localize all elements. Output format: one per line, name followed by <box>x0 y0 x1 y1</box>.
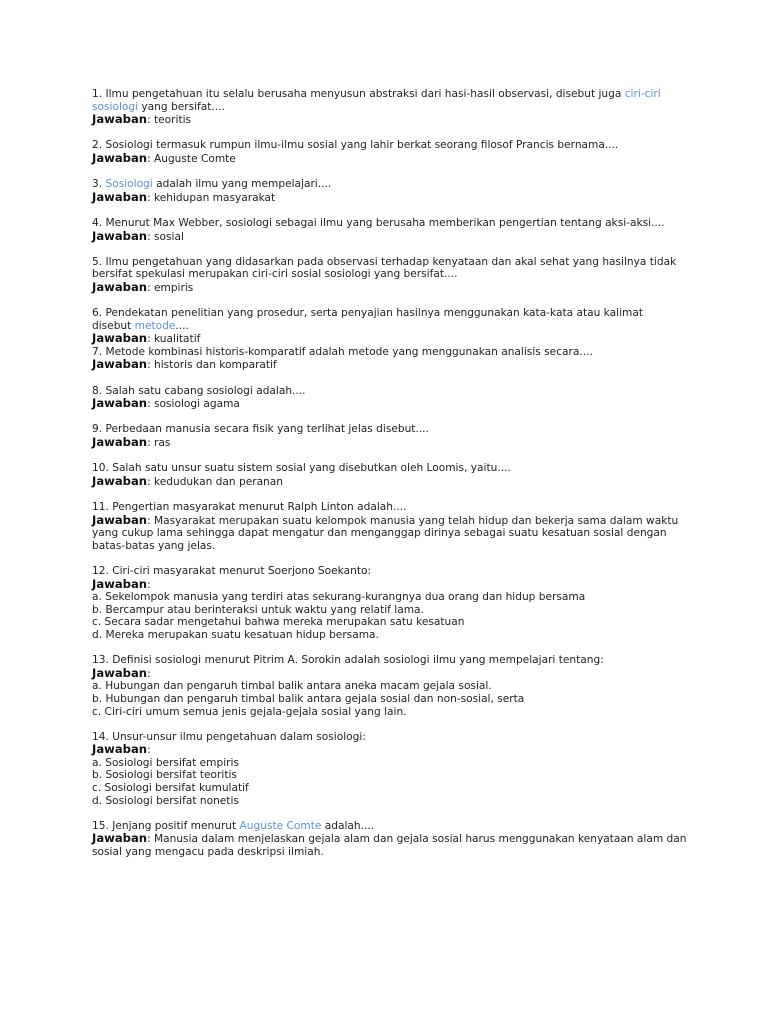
answer-label: Jawaban <box>92 435 148 450</box>
answer-value: : Auguste Comte <box>147 152 236 165</box>
answer-value: b. Sosiologi bersifat teoritis <box>92 769 237 782</box>
answer-text <box>92 832 692 846</box>
answer-value: : <box>147 744 151 757</box>
answer-value: b. Hubungan dan pengaruh timbal balik antara gejala sosial dan non-sosial, serta <box>92 692 525 705</box>
question-text <box>92 178 692 191</box>
answer-value: c. Secara sadar mengetahui bahwa mereka merupakan satu kesatuan <box>92 616 465 629</box>
question-text-segment: 12. Ciri-ciri masyarakat menurut Soerjono Soekanto: <box>92 564 372 577</box>
answer-text <box>92 475 692 489</box>
question-block <box>92 178 692 204</box>
answer-label: Jawaban <box>92 396 148 411</box>
answer-text <box>92 616 692 629</box>
document-body <box>92 88 692 871</box>
answer-text <box>92 152 692 166</box>
answer-value: : Manusia dalam menjelaskan gejala alam dan gejala sosial harus menggunakan kenyataan alam dan <box>147 833 687 846</box>
answer-text <box>92 846 692 859</box>
question-block <box>92 654 692 718</box>
answer-label: Jawaban <box>92 665 148 680</box>
question-block <box>92 731 692 808</box>
question-text-segment: adalah ilmu yang mempelajari.... <box>152 178 332 191</box>
answer-value: : Masyarakat merupakan suatu kelompok manusia yang telah hidup dan bekerja sama dalam waktu <box>147 514 679 527</box>
question-text-segment: 5. Ilmu pengetahuan yang didasarkan pada observasi terhadap kenyataan dan akal sehat yang hasilnya tidak <box>92 255 677 268</box>
answer-text <box>92 358 692 372</box>
question-block <box>92 256 692 295</box>
answer-value: : sosiologi agama <box>147 398 240 411</box>
question-text <box>92 501 692 514</box>
answer-value: sosial yang mengacu pada deskripsi ilmiah. <box>92 846 324 859</box>
answer-value: yang cukup lama sehingga dapat mengatur dan menganggap dirinya sebagai suatu kesatuan sosial dengan <box>92 527 667 540</box>
answer-value: : kualitatif <box>147 333 201 346</box>
question-text-segment: .... <box>175 319 189 332</box>
answer-label: Jawaban <box>92 357 148 372</box>
answer-value: : historis dan komparatif <box>147 359 277 372</box>
question-text <box>92 346 692 359</box>
question-text <box>92 217 692 230</box>
answer-value: a. Sekelompok manusia yang terdiri atas sekurang-kurangnya dua orang dan hidup bersama <box>92 591 586 604</box>
answer-label: Jawaban <box>92 331 148 346</box>
question-text <box>92 307 692 320</box>
answer-text <box>92 578 692 592</box>
answer-value: : sosial <box>147 230 184 243</box>
answer-text <box>92 514 692 528</box>
answer-value: : teoritis <box>147 114 192 127</box>
question-text-segment: 7. Metode kombinasi historis-komparatif adalah metode yang menggunakan analisis secara.... <box>92 345 593 358</box>
answer-text <box>92 680 692 693</box>
question-block <box>92 462 692 488</box>
answer-text <box>92 191 692 205</box>
answer-value: b. Bercampur atau berinteraksi untuk waktu yang relatif lama. <box>92 603 424 616</box>
question-block <box>92 217 692 243</box>
question-block <box>92 346 692 372</box>
answer-text <box>92 604 692 617</box>
question-text <box>92 256 692 269</box>
question-text-segment: 8. Salah satu cabang sosiologi adalah.... <box>92 384 306 397</box>
answer-text <box>92 332 692 346</box>
keyword-link[interactable]: Auguste Comte <box>239 819 322 832</box>
answer-label: Jawaban <box>92 512 148 527</box>
answer-text <box>92 667 692 681</box>
answer-label: Jawaban <box>92 112 148 127</box>
question-text-segment: 1. Ilmu pengetahuan itu selalu berusaha menyusun abstraksi dari hasi-hasil observasi, disebut juga <box>92 88 625 100</box>
answer-value: c. Sosiologi bersifat kumulatif <box>92 782 249 795</box>
question-block <box>92 565 692 642</box>
answer-value: : empiris <box>147 281 194 294</box>
question-text-segment: 9. Perbedaan manusia secara fisik yang terlihat jelas disebut.... <box>92 423 429 436</box>
question-text <box>92 565 692 578</box>
answer-value: batas-batas yang jelas. <box>92 539 216 552</box>
question-text-segment: 4. Menurut Max Webber, sosiologi sebagai ilmu yang berusaha memberikan pengertian tentang aksi-aksi.... <box>92 216 665 229</box>
answer-value: : <box>147 578 151 591</box>
answer-label: Jawaban <box>92 742 148 757</box>
question-text-segment: 10. Salah satu unsur suatu sistem sosial yang disebutkan oleh Loomis, yaitu.... <box>92 462 511 475</box>
answer-value: : ras <box>147 437 171 450</box>
question-block <box>92 501 692 552</box>
question-text-segment: 11. Pengertian masyarakat menurut Ralph Linton adalah.... <box>92 501 407 513</box>
answer-label: Jawaban <box>92 228 148 243</box>
question-text-segment: adalah.... <box>321 819 375 832</box>
answer-value: d. Mereka merupakan suatu kesatuan hidup bersama. <box>92 628 379 641</box>
answer-label: Jawaban <box>92 576 148 591</box>
question-block <box>92 307 692 346</box>
keyword-link[interactable]: ciri-ciri <box>624 88 661 100</box>
question-text-segment: 13. Definisi sosiologi menurut Pitrim A. Sorokin adalah sosiologi ilmu yang mempelajari tentang: <box>92 654 604 667</box>
keyword-link[interactable]: Sosiologi <box>105 178 153 191</box>
question-text <box>92 88 692 101</box>
answer-text <box>92 436 692 450</box>
answer-label: Jawaban <box>92 473 148 488</box>
question-text <box>92 654 692 667</box>
answer-value: c. Ciri-ciri umum semua jenis gejala-gejala sosial yang lain. <box>92 705 407 718</box>
answer-text <box>92 540 692 553</box>
keyword-link[interactable]: sosiologi <box>92 100 139 113</box>
question-text <box>92 462 692 475</box>
answer-text <box>92 757 692 770</box>
answer-value: : kehidupan masyarakat <box>147 191 276 204</box>
question-text <box>92 101 692 114</box>
answer-label: Jawaban <box>92 831 148 846</box>
keyword-link[interactable]: metode <box>134 319 176 332</box>
question-block <box>92 139 692 165</box>
answer-text <box>92 629 692 642</box>
answer-text <box>92 706 692 719</box>
question-text-segment: 15. Jenjang positif menurut <box>92 819 240 832</box>
answer-text <box>92 113 692 127</box>
answer-text <box>92 782 692 795</box>
question-text <box>92 320 692 333</box>
answer-text <box>92 693 692 706</box>
answer-value: : <box>147 667 151 680</box>
question-text-segment: 3. <box>92 178 106 191</box>
question-block <box>92 385 692 411</box>
answer-text <box>92 527 692 540</box>
question-text <box>92 139 692 152</box>
question-text-segment: bersifat spekulasi merupakan ciri-ciri sosial sosiologi yang bersifat.... <box>92 268 458 281</box>
answer-text <box>92 743 692 757</box>
answer-label: Jawaban <box>92 189 148 204</box>
question-text-segment: yang bersifat.... <box>138 100 225 113</box>
question-text <box>92 385 692 398</box>
question-text-segment: 6. Pendekatan penelitian yang prosedur, serta penyajian hasilnya menggunakan kata-kata atau kalimat <box>92 307 643 320</box>
answer-text <box>92 230 692 244</box>
answer-text <box>92 281 692 295</box>
answer-value: : kedudukan dan peranan <box>147 475 283 488</box>
question-text-segment: 14. Unsur-unsur ilmu pengetahuan dalam sosiologi: <box>92 730 366 743</box>
question-text <box>92 820 692 833</box>
question-block <box>92 820 692 859</box>
answer-value: a. Hubungan dan pengaruh timbal balik antara aneka macam gejala sosial. <box>92 680 492 693</box>
question-text <box>92 268 692 281</box>
answer-text <box>92 397 692 411</box>
answer-text <box>92 591 692 604</box>
question-text <box>92 423 692 436</box>
answer-label: Jawaban <box>92 279 148 294</box>
question-block <box>92 88 692 127</box>
answer-text <box>92 795 692 808</box>
answer-value: d. Sosiologi bersifat nonetis <box>92 794 239 807</box>
answer-label: Jawaban <box>92 150 148 165</box>
question-block <box>92 423 692 449</box>
question-text-segment: disebut <box>92 319 135 332</box>
question-text <box>92 731 692 744</box>
question-text-segment: 2. Sosiologi termasuk rumpun ilmu-ilmu sosial yang lahir berkat seorang filosof Prancis bernama.... <box>92 139 619 152</box>
answer-value: a. Sosiologi bersifat empiris <box>92 756 239 769</box>
answer-text <box>92 769 692 782</box>
